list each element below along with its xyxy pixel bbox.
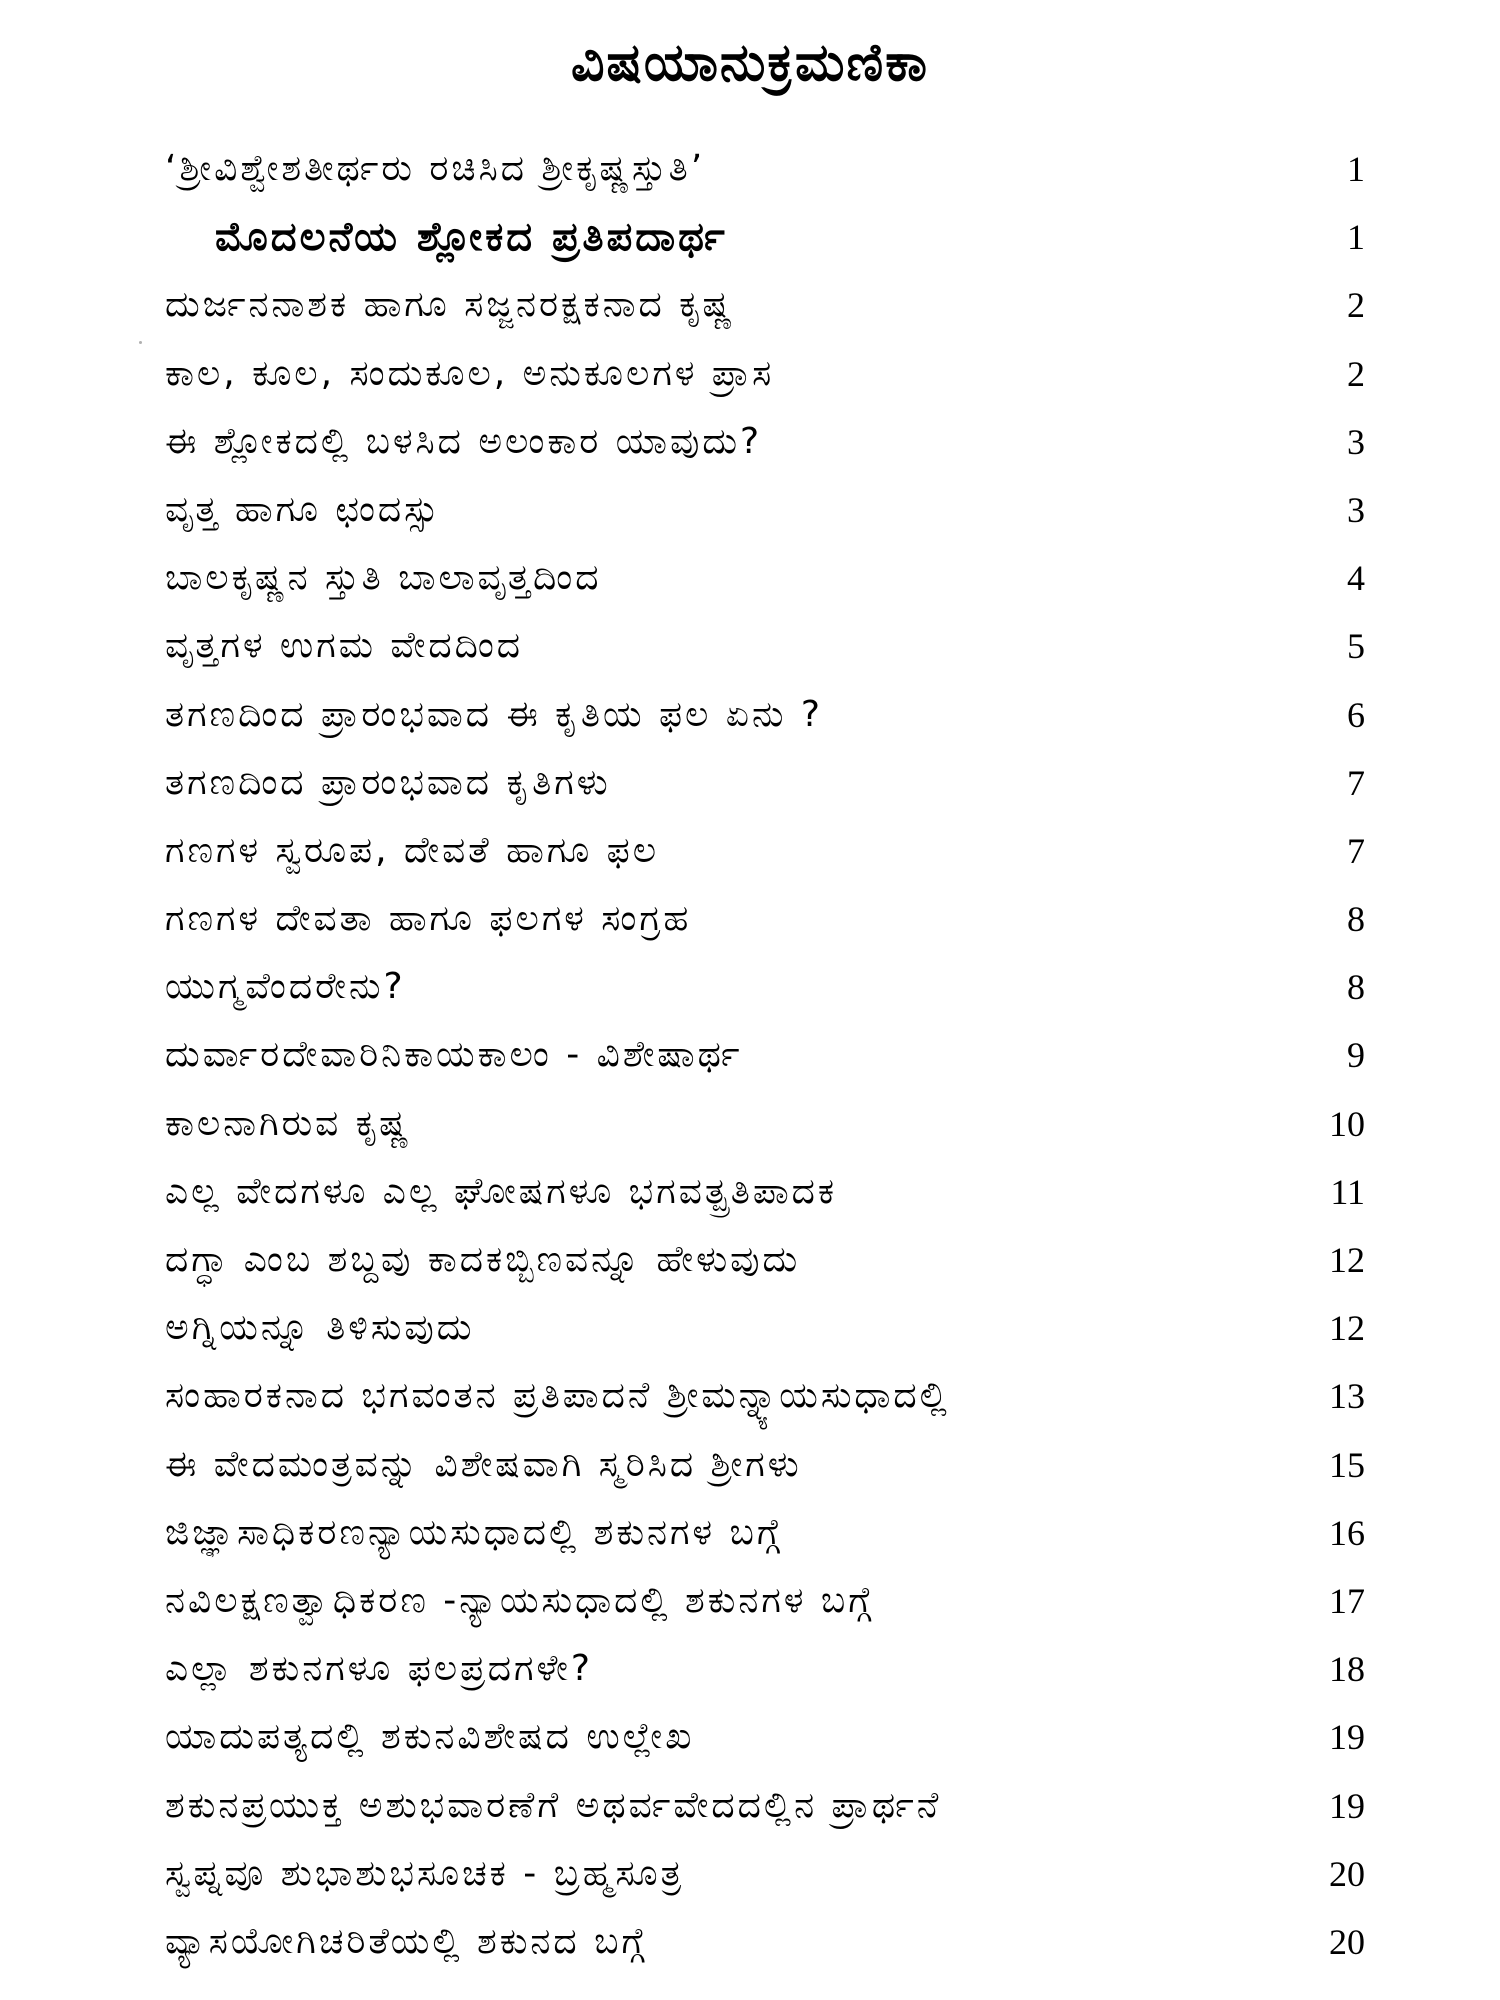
toc-entry (0, 1567, 1500, 1635)
toc-entry-title: ಎಲ್ಲ ವೇದಗಳೂ ಎಲ್ಲ ಘೋಷಗಳೂ ಭಗವತ್ಪ್ರತಿಪಾದಕ (165, 1170, 838, 1212)
toc-entry (0, 135, 1500, 203)
toc-entry (0, 1362, 1500, 1430)
toc-entry-title: ಬಾಲಕೃಷ್ಣನ ಸ್ತುತಿ ಬಾಲಾವೃತ್ತದಿಂದ (165, 557, 602, 599)
toc-entry (0, 1772, 1500, 1840)
toc-entry-title: ಸ್ವಪ್ನವೂ ಶುಭಾಶುಭಸೂಚಕ - ಬ್ರಹ್ಮಸೂತ್ರ (165, 1852, 685, 1894)
toc-entry (0, 1703, 1500, 1771)
toc-entry-page: 18 (1329, 1649, 1365, 1690)
toc-entry-page: 20 (1329, 1921, 1365, 1962)
toc-entry-title: ಕಾಲ, ಕೂಲ, ಸಂದುಕೂಲ, ಅನುಕೂಲಗಳ ಪ್ರಾಸ (165, 352, 775, 394)
toc-entry (0, 612, 1500, 680)
toc-entry-page: 19 (1329, 1717, 1365, 1758)
page-title: ವಿಷಯಾನುಕ್ರಮಣಿಕಾ (570, 33, 929, 93)
toc-entry (0, 749, 1500, 817)
toc-entry-page: 5 (1347, 626, 1365, 667)
toc-entry-title: ಸಂಹಾರಕನಾದ ಭಗವಂತನ ಪ್ರತಿಪಾದನೆ ಶ್ರೀಮನ್ನ್ಯಾಯಸುಧಾದಲ್ಲಿ (165, 1375, 950, 1417)
toc-entry-page: 17 (1329, 1580, 1365, 1621)
toc-entry-page: 13 (1329, 1376, 1365, 1417)
toc-entry-page: 20 (1329, 1853, 1365, 1894)
toc-entry-title: ‘ಶ್ರೀವಿಶ್ವೇಶತೀರ್ಥರು ರಚಿಸಿದ ಶ್ರೀಕೃಷ್ಣಸ್ತುತಿ’ (165, 148, 706, 189)
toc-entry-page: 7 (1347, 762, 1365, 803)
toc-entry-page: 16 (1329, 1512, 1365, 1553)
toc-entry (0, 1499, 1500, 1567)
toc-entry-page: 19 (1329, 1785, 1365, 1826)
toc-entry-title: ವ್ಯಾಸಯೋಗಿಚರಿತೆಯಲ್ಲಿ ಶಕುನದ ಬಗ್ಗೆ (165, 1920, 648, 1962)
table-of-contents (0, 135, 1500, 1976)
toc-entry (0, 1226, 1500, 1294)
toc-entry-title: ಅಗ್ನಿಯನ್ನೂ ತಿಳಿಸುವುದು (165, 1307, 475, 1349)
toc-entry-page: 15 (1329, 1444, 1365, 1485)
toc-entry-title: ಈ ವೇದಮಂತ್ರವನ್ನು ವಿಶೇಷವಾಗಿ ಸ್ಮರಿಸಿದ ಶ್ರೀಗಳು (165, 1443, 802, 1485)
toc-entry-page: 3 (1347, 489, 1365, 530)
toc-entry (0, 953, 1500, 1021)
toc-entry (0, 885, 1500, 953)
toc-entry (0, 1090, 1500, 1158)
toc-entry-title: ಗಣಗಳ ಸ್ವರೂಪ, ದೇವತೆ ಹಾಗೂ ಫಲ (165, 829, 660, 871)
toc-entry (0, 271, 1500, 339)
toc-entry-page: 6 (1347, 694, 1365, 735)
toc-entry-title: ಶಕುನಪ್ರಯುಕ್ತ ಅಶುಭವಾರಣೆಗೆ ಅಥರ್ವವೇದದಲ್ಲಿನ ಪ್ರಾರ್ಥನೆ (165, 1784, 942, 1826)
toc-entry-page: 4 (1347, 558, 1365, 599)
toc-entry-page: 11 (1330, 1171, 1365, 1212)
toc-entry-page: 2 (1347, 285, 1365, 326)
toc-entry-title: ಜಿಜ್ಞಾಸಾಧಿಕರಣನ್ಯಾಯಸುಧಾದಲ್ಲಿ ಶಕುನಗಳ ಬಗ್ಗೆ (165, 1511, 783, 1553)
toc-entry-page: 9 (1347, 1035, 1365, 1076)
toc-section-heading (0, 203, 1500, 271)
toc-entry-page: 8 (1347, 967, 1365, 1008)
toc-entry-page: 1 (1347, 217, 1365, 258)
toc-entry-title: ದುರ್ವಾರದೇವಾರಿನಿಕಾಯಕಾಲಂ - ವಿಶೇಷಾರ್ಥ (165, 1034, 743, 1076)
toc-entry-title: ಈ ಶ್ಲೋಕದಲ್ಲಿ ಬಳಸಿದ ಅಲಂಕಾರ ಯಾವುದು? (165, 420, 763, 462)
toc-entry (0, 1635, 1500, 1703)
toc-entry-page: 3 (1347, 421, 1365, 462)
toc-entry-title: ಯುಗ್ಮವೆಂದರೇನು? (165, 966, 406, 1008)
toc-entry-page: 7 (1347, 830, 1365, 871)
toc-entry (0, 1294, 1500, 1362)
toc-entry-title: ಕಾಲನಾಗಿರುವ ಕೃಷ್ಣ (165, 1102, 412, 1144)
toc-entry (0, 340, 1500, 408)
toc-entry (0, 476, 1500, 544)
toc-entry-title: ತಗಣದಿಂದ ಪ್ರಾರಂಭವಾದ ಕೃತಿಗಳು (165, 761, 611, 803)
toc-entry-page: 8 (1347, 899, 1365, 940)
toc-entry-page: 1 (1347, 149, 1365, 189)
toc-entry-page: 10 (1329, 1103, 1365, 1144)
toc-entry-title: ದಗ್ಧಾ ಎಂಬ ಶಬ್ದವು ಕಾದಕಬ್ಬಿಣವನ್ನೂ ಹೇಳುವುದು (165, 1239, 801, 1280)
scan-speck (139, 341, 142, 344)
toc-entry (0, 1021, 1500, 1089)
toc-entry-title: ಮೊದಲನೆಯ ಶ್ಲೋಕದ ಪ್ರತಿಪದಾರ್ಥ (215, 214, 728, 261)
toc-entry-title: ವೃತ್ತಗಳ ಉಗಮ ವೇದದಿಂದ (165, 625, 524, 667)
toc-entry (0, 1158, 1500, 1226)
toc-entry (0, 817, 1500, 885)
toc-entry-title: ದುರ್ಜನನಾಶಕ ಹಾಗೂ ಸಜ್ಜನರಕ್ಷಕನಾದ ಕೃಷ್ಣ (165, 284, 736, 326)
toc-entry-title: ವೃತ್ತ ಹಾಗೂ ಛಂದಸ್ಸು (165, 488, 442, 530)
toc-entry-page: 12 (1329, 1240, 1365, 1280)
toc-entry (0, 681, 1500, 749)
toc-entry (0, 1840, 1500, 1908)
toc-entry-page: 2 (1347, 353, 1365, 394)
toc-entry (0, 1908, 1500, 1976)
toc-entry-title: ತಗಣದಿಂದ ಪ್ರಾರಂಭವಾದ ಈ ಕೃತಿಯ ಫಲ ಏನು ? (165, 693, 824, 735)
toc-entry (0, 1431, 1500, 1499)
toc-entry-title: ಯಾದುಪತ್ಯದಲ್ಲಿ ಶಕುನವಿಶೇಷದ ಉಲ್ಲೇಖ (165, 1716, 695, 1758)
toc-entry-title: ನವಿಲಕ್ಷಣತ್ವಾಧಿಕರಣ -ನ್ಯಾಯಸುಧಾದಲ್ಲಿ ಶಕುನಗಳ ಬಗ್ಗೆ (165, 1579, 875, 1621)
toc-entry (0, 544, 1500, 612)
toc-entry-title: ಗಣಗಳ ದೇವತಾ ಹಾಗೂ ಫಲಗಳ ಸಂಗ್ರಹ (165, 898, 692, 940)
toc-entry (0, 408, 1500, 476)
toc-entry-page: 12 (1329, 1308, 1365, 1349)
toc-entry-title: ಎಲ್ಲಾ ಶಕುನಗಳೂ ಫಲಪ್ರದಗಳೇ? (165, 1648, 593, 1690)
